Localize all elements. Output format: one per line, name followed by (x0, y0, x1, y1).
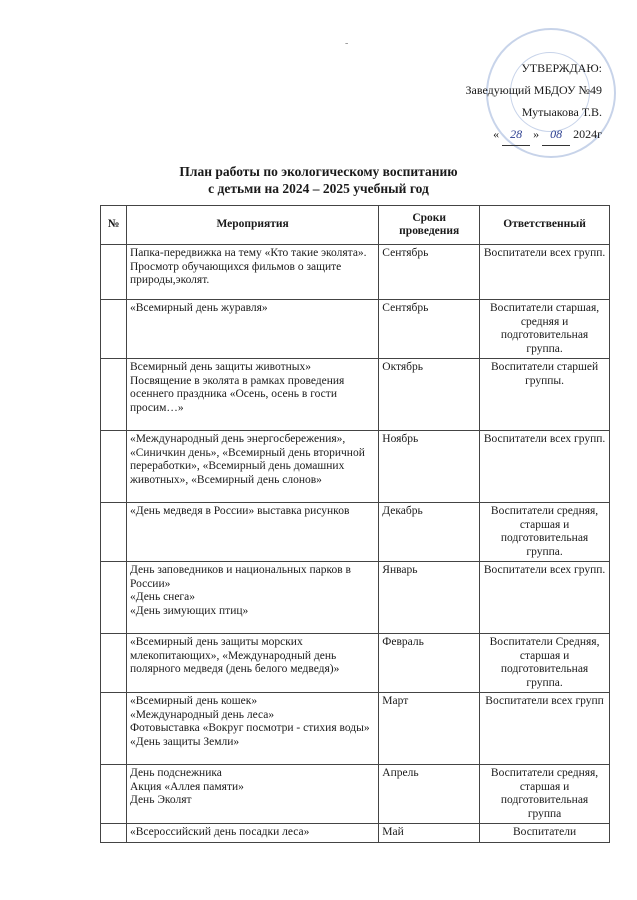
event-line: Просмотр обучающихся фильмов о защите природы,эколят. (129, 260, 342, 286)
document-title: План работы по экологическому воспитанию с детьми на 2024 – 2025 учебный год (179, 164, 458, 196)
row-number (101, 359, 127, 431)
table-header-row (101, 206, 610, 245)
plan-table (100, 205, 610, 843)
header-term: Сроки проведения (379, 206, 480, 245)
event-line: «Всероссийский день посадки леса» (129, 826, 310, 838)
table-row (101, 765, 610, 824)
row-responsible: Воспитатели средняя, старшая и подготовительная группа (480, 765, 610, 824)
table-row (101, 824, 610, 843)
event-line: Всемирный день защиты животных» (129, 361, 312, 373)
row-term: Январь (379, 562, 480, 634)
table-row (101, 503, 610, 562)
approval-year: 2024г (573, 127, 602, 141)
row-responsible: Воспитатели всех групп. (480, 245, 610, 300)
event-line: «Международный день леса» (129, 708, 275, 721)
row-responsible: Воспитатели старшей группы. (480, 359, 610, 431)
row-events (126, 300, 378, 359)
row-term: Апрель (379, 765, 480, 824)
row-events (126, 562, 378, 634)
event-line: «Международный день энергосбережения», «Синичкин день», «Всемирный день вторичной переработки», «Всемирный день домашних животных», «Всемирный день слонов» (129, 433, 365, 486)
table-row (101, 634, 610, 693)
header-number: № (101, 206, 127, 245)
event-line: Посвящение в эколята в рамках проведения осеннего праздника «Осень, осень в гости просим…» (129, 374, 345, 414)
event-line: «Всемирный день защиты морских млекопитающих», «Международный день полярного медведя (день белого медведя)» (129, 636, 340, 675)
row-responsible: Воспитатели Средняя, старшая и подготовительная группа. (480, 634, 610, 693)
row-term: Сентябрь (379, 300, 480, 359)
event-line: День подснежника (129, 767, 222, 779)
row-term: Май (379, 824, 480, 843)
row-events (126, 359, 378, 431)
event-line: «День снега» (129, 591, 195, 603)
event-line: Акция «Аллея памяти» (129, 780, 244, 793)
row-responsible: Воспитатели средняя, старшая и подготовительная группа. (480, 503, 610, 562)
row-events (126, 824, 378, 843)
approval-position: Заведующий МБДОУ №49 (465, 83, 602, 97)
row-number (101, 300, 127, 359)
row-responsible: Воспитатели всех групп. (480, 562, 610, 634)
event-line: Папка-передвижка на тему «Кто такие эколята». (129, 247, 367, 259)
event-line: День Эколят (129, 794, 192, 806)
row-term: Октябрь (379, 359, 480, 431)
approval-heading: УТВЕРЖДАЮ: (521, 61, 602, 75)
approval-date: « 28 » 08 2024г (466, 123, 602, 146)
event-line: «День защиты Земли» (129, 735, 240, 748)
row-events (126, 693, 378, 765)
event-line: «Всемирный день кошек» (129, 695, 258, 707)
row-responsible: Воспитатели старшая, средняя и подготовительная группа. (480, 300, 610, 359)
row-term: Март (379, 693, 480, 765)
row-events (126, 765, 378, 824)
approval-month: 08 (542, 123, 570, 146)
row-events (126, 634, 378, 693)
row-term: Декабрь (379, 503, 480, 562)
row-term: Ноябрь (379, 431, 480, 503)
row-responsible: Воспитатели всех групп (480, 693, 610, 765)
event-line: «День зимующих птиц» (129, 604, 249, 617)
table-row (101, 693, 610, 765)
row-number (101, 503, 127, 562)
row-number (101, 562, 127, 634)
event-line: Фотовыставка «Вокруг посмотри - стихия воды» (129, 722, 370, 734)
approval-block (466, 57, 602, 146)
approval-day: 28 (502, 123, 530, 146)
row-number (101, 693, 127, 765)
row-responsible: Воспитатели (480, 824, 610, 843)
scan-speck: - (345, 38, 349, 49)
row-responsible: Воспитатели всех групп. (480, 431, 610, 503)
table-row (101, 359, 610, 431)
row-events (126, 431, 378, 503)
row-number (101, 824, 127, 843)
row-term: Февраль (379, 634, 480, 693)
row-number (101, 634, 127, 693)
header-responsible: Ответственный (480, 206, 610, 245)
row-number (101, 431, 127, 503)
row-number (101, 765, 127, 824)
row-events (126, 503, 378, 562)
event-line: «Всемирный день журавля» (129, 302, 268, 314)
approval-name: Мутыакова Т.В. (521, 105, 602, 119)
table-row (101, 431, 610, 503)
row-events (126, 245, 378, 300)
row-number (101, 245, 127, 300)
table-row (101, 245, 610, 300)
row-term: Сентябрь (379, 245, 480, 300)
table-row (101, 300, 610, 359)
header-events: Мероприятия (126, 206, 378, 245)
table-row (101, 562, 610, 634)
event-line: «День медведя в России» выставка рисунков (129, 505, 350, 517)
event-line: День заповедников и национальных парков в России» (129, 564, 351, 590)
